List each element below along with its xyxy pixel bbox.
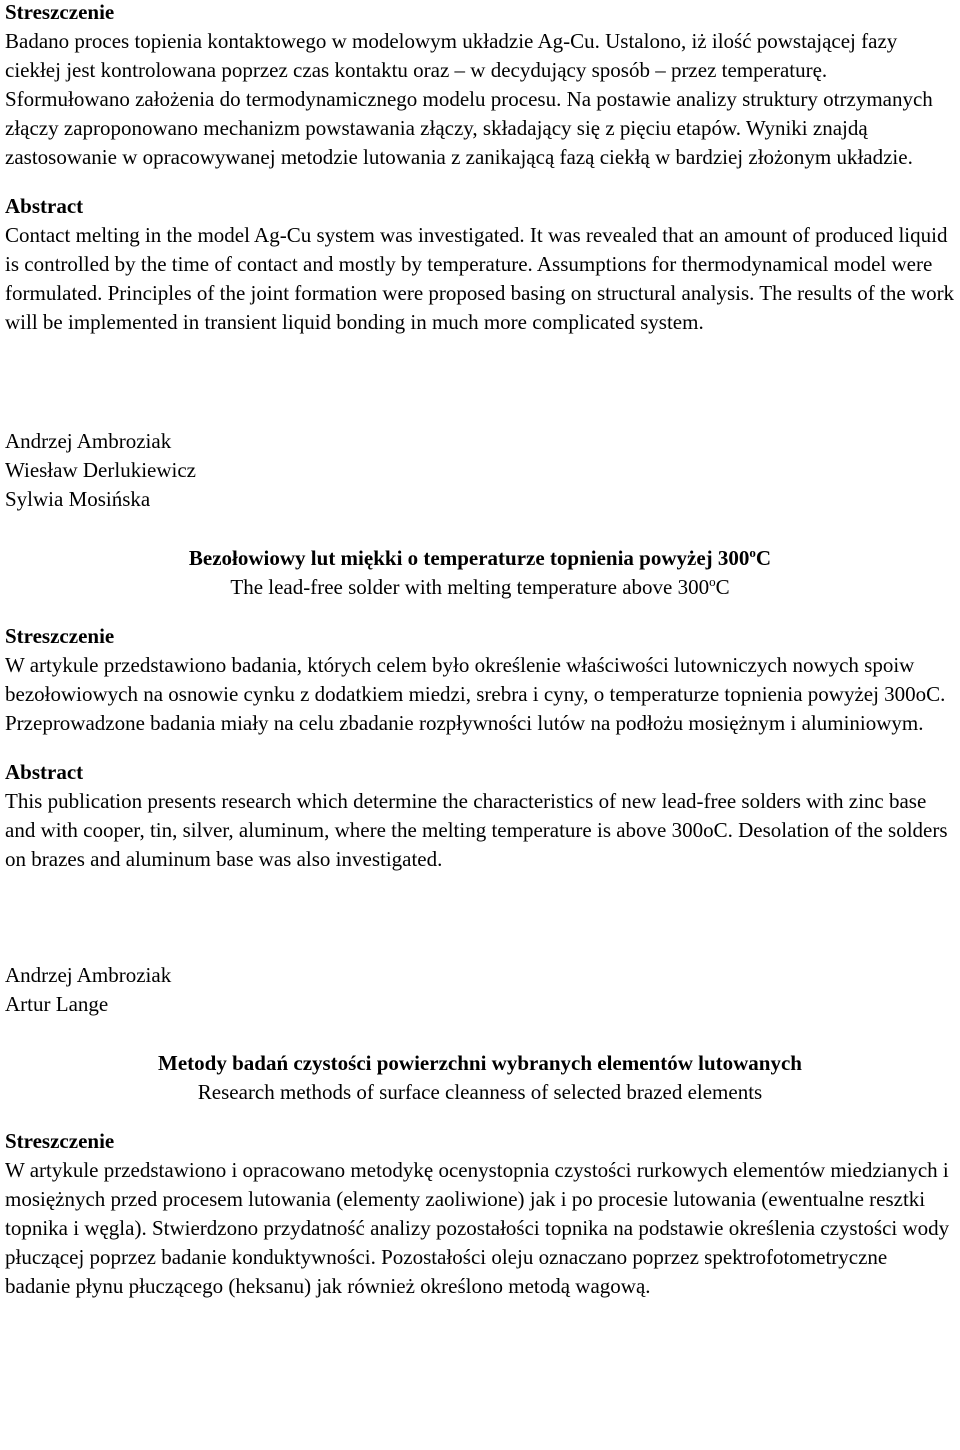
title-en-unit: C bbox=[715, 575, 730, 599]
title-pl-text: Bezołowiowy lut miękki o temperaturze topnienia powyżej 300 bbox=[188, 546, 750, 570]
document-page bbox=[5, 0, 955, 1301]
section1-streszczenie-text: Badano proces topienia kontaktowego w modelowym układzie Ag-Cu. Ustalono, iż ilość powstającej fazy ciekłej jest kontrolowana poprzez czas kontaktu oraz – w decydujący sposób – przez temperaturę. Sformułowano założenia do termodynamicznego modelu procesu. Na postawie analizy struktury otrzymanych złączy zaproponowano mechanizm powstawania złączy, składający się z pięciu etapów. Wyniki znajdą zastosowanie w opracowywanej metodzie lutowania z zanikającą fazą ciekłą w bardziej złożonym układzie. bbox=[5, 29, 933, 169]
author-name: Andrzej Ambroziak bbox=[5, 963, 172, 987]
section3-title-en: Research methods of surface cleanness of selected brazed elements bbox=[197, 1080, 763, 1104]
degree-superscript: o bbox=[709, 574, 716, 589]
author-name: Andrzej Ambroziak bbox=[5, 429, 172, 453]
section2-title-pl bbox=[5, 544, 955, 573]
section2-streszczenie-heading: Streszczenie bbox=[5, 624, 115, 648]
author-name: Sylwia Mosińska bbox=[5, 487, 151, 511]
section3-streszczenie-heading: Streszczenie bbox=[5, 1129, 115, 1153]
section2-title-en bbox=[5, 573, 955, 602]
section1-abstract-text: Contact melting in the model Ag-Cu system was investigated. It was revealed that an amount of produced liquid is controlled by the time of contact and mostly by temperature. Assumptions for thermodynamical model were formulated. Principles of the joint formation were proposed basing on structural analysis. The results of the work will be implemented in transient liquid bonding in much more complicated system. bbox=[5, 223, 955, 334]
section2-abstract-text: This publication presents research which determine the characteristics of new lead-free solders with zinc base and with cooper, tin, silver, aluminum, where the melting temperature is above 300oC. Desolation of the solders on brazes and aluminum base was also investigated. bbox=[5, 789, 948, 871]
degree-superscript: o bbox=[749, 545, 756, 560]
title-en-text: The lead-free solder with melting temperature above 300 bbox=[230, 575, 710, 599]
section3-streszczenie-text: W artykule przedstawiono i opracowano metodykę ocenystopnia czystości rurkowych elementów miedzianych i mosiężnych przed procesem lutowania (elementy zaoliwione) jak i po procesie lutowania (ewentualne resztki topnika i węgla). Stwierdzono przydatność analizy pozostałości topnika na podstawie określenia czystości wody płuczącej poprzez badanie konduktywności. Pozostałości oleju oznaczano poprzez spektrofotometryczne badanie płynu płuczącego (heksanu) jak również określono metodą wagową. bbox=[5, 1158, 950, 1298]
title-pl-unit: C bbox=[755, 546, 772, 570]
section1-abstract-heading: Abstract bbox=[5, 194, 84, 218]
section3-title-pl: Metody badań czystości powierzchni wybranych elementów lutowanych bbox=[158, 1051, 802, 1075]
section2-streszczenie-text: W artykule przedstawiono badania, których celem było określenie właściwości lutowniczych nowych spoiw bezołowiowych na osnowie cynku z dodatkiem miedzi, srebra i cyny, o temperaturze topnienia powyżej 300oC. Przeprowadzone badania miały na celu zbadanie rozpływności lutów na podłożu mosiężnym i aluminiowym. bbox=[5, 653, 946, 735]
section2-authors bbox=[5, 427, 955, 514]
section1-streszczenie-heading: Streszczenie bbox=[5, 0, 115, 24]
author-name: Wiesław Derlukiewicz bbox=[5, 458, 196, 482]
author-name: Artur Lange bbox=[5, 992, 109, 1016]
section2-abstract-heading: Abstract bbox=[5, 760, 84, 784]
section3-authors bbox=[5, 961, 955, 1019]
